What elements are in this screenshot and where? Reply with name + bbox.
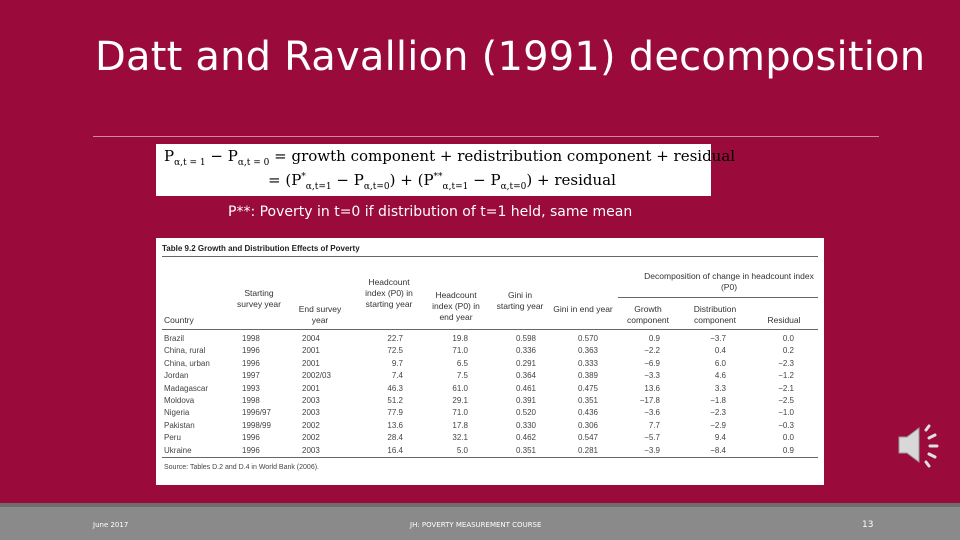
cell-distribution: 0.4 xyxy=(714,346,726,356)
cell-growth: 13.6 xyxy=(644,383,660,393)
cell-start-year: 1996 xyxy=(242,445,260,455)
cell-end-year: 2001 xyxy=(302,358,320,368)
cell-gini-end: 0.306 xyxy=(577,420,598,430)
cell-hc-start: 9.7 xyxy=(391,358,403,368)
cell-distribution: 9.4 xyxy=(714,433,726,443)
cell-gini-end: 0.475 xyxy=(577,383,598,393)
cell-end-year: 2001 xyxy=(302,346,320,356)
cell-distribution: 3.3 xyxy=(714,383,726,393)
table-row xyxy=(156,346,824,356)
cell-gini-end: 0.281 xyxy=(577,445,598,455)
cell-end-year: 2002/03 xyxy=(302,371,331,381)
cell-gini-start: 0.461 xyxy=(515,383,536,393)
formula-line-1: $P_{\alpha,t = 1} - P_{\alpha,t = 0}$ = growth component + redistribution component + residual xyxy=(164,147,736,168)
cell-start-year: 1998 xyxy=(242,396,260,405)
poverty-note: P**: Poverty in t=0 if distribution of t=1 held, same mean xyxy=(228,204,633,220)
decomp-rule xyxy=(618,297,818,298)
table-row xyxy=(156,446,824,456)
cell-residual: −2.3 xyxy=(778,358,794,368)
cell-gini-start: 0.364 xyxy=(515,371,536,381)
cell-growth: −2.2 xyxy=(644,346,660,356)
cell-growth: −5.7 xyxy=(644,433,660,443)
cell-gini-end: 0.570 xyxy=(577,334,598,343)
header-hc-end: Headcount index (P0) in end year xyxy=(432,290,480,322)
cell-end-year: 2002 xyxy=(302,433,320,443)
cell-start-year: 1996 xyxy=(242,346,260,356)
cell-end-year: 2003 xyxy=(302,396,320,405)
formula-line-2-text: + residual xyxy=(537,171,616,189)
cell-hc-start: 46.3 xyxy=(387,383,403,393)
cell-residual: 0.9 xyxy=(782,445,794,455)
table-caption: Table 9.2 Growth and Distribution Effects of Poverty xyxy=(162,244,360,253)
cell-hc-start: 13.6 xyxy=(387,420,403,430)
cell-hc-start: 51.2 xyxy=(387,396,403,405)
cell-country: Jordan xyxy=(164,371,189,381)
cell-gini-start: 0.351 xyxy=(515,445,536,455)
cell-distribution: −3.7 xyxy=(710,334,726,343)
cell-country: China, rural xyxy=(164,346,206,356)
cell-end-year: 2003 xyxy=(302,445,320,455)
cell-country: Ukraine xyxy=(164,445,192,455)
cell-end-year: 2004 xyxy=(302,334,320,343)
header-end-year: End survey year xyxy=(298,304,342,325)
cell-growth: −3.9 xyxy=(644,445,660,455)
title-divider xyxy=(93,136,879,137)
cell-growth: −3.3 xyxy=(644,371,660,381)
header-bottom-rule xyxy=(162,329,818,330)
formula-line-1-text: = growth component + redistribution component + residual xyxy=(274,147,736,165)
decomposition-table xyxy=(156,238,824,485)
cell-start-year: 1998 xyxy=(242,334,260,343)
cell-hc-end: 5.0 xyxy=(456,445,468,455)
cell-start-year: 1997 xyxy=(242,371,260,381)
cell-gini-start: 0.462 xyxy=(515,433,536,443)
cell-growth: −17.8 xyxy=(639,396,660,405)
cell-hc-end: 71.0 xyxy=(452,408,468,418)
table-row xyxy=(156,408,824,418)
cell-hc-start: 16.4 xyxy=(387,445,403,455)
cell-country: Nigeria xyxy=(164,408,190,418)
header-decomposition: Decomposition of change in headcount index (P0) xyxy=(644,271,814,292)
cell-start-year: 1996/97 xyxy=(242,408,271,418)
cell-residual: −2.1 xyxy=(778,383,794,393)
cell-gini-end: 0.389 xyxy=(577,371,598,381)
cell-hc-start: 22.7 xyxy=(387,334,403,343)
cell-residual: 0.0 xyxy=(782,334,794,343)
footer-course: JH: POVERTY MEASUREMENT COURSE xyxy=(410,521,542,529)
header-distribution: Distribution component xyxy=(693,304,737,325)
cell-hc-end: 71.0 xyxy=(452,346,468,356)
cell-growth: 0.9 xyxy=(648,334,660,343)
cell-end-year: 2003 xyxy=(302,408,320,418)
header-country: Country xyxy=(164,315,194,325)
slide-title: Datt and Ravallion (1991) decomposition xyxy=(95,34,926,80)
header-gini-start: Gini in starting year xyxy=(496,290,544,311)
cell-growth: −6.9 xyxy=(644,358,660,368)
cell-distribution: −2.3 xyxy=(710,408,726,418)
cell-start-year: 1996 xyxy=(242,433,260,443)
cell-residual: −1.0 xyxy=(778,408,794,418)
cell-gini-end: 0.547 xyxy=(577,433,598,443)
cell-country: Moldova xyxy=(164,396,195,405)
table-row xyxy=(156,421,824,431)
header-residual: Residual xyxy=(767,315,801,325)
cell-start-year: 1996 xyxy=(242,358,260,368)
cell-country: Pakistan xyxy=(164,420,195,430)
cell-hc-end: 17.8 xyxy=(452,420,468,430)
header-gini-end: Gini in end year xyxy=(553,304,613,314)
table-source: Source: Tables D.2 and D.4 in World Bank (2006). xyxy=(164,464,319,471)
cell-hc-end: 29.1 xyxy=(452,396,468,405)
cell-distribution: 4.6 xyxy=(714,371,726,381)
cell-hc-start: 7.4 xyxy=(391,371,403,381)
table-top-rule xyxy=(162,256,818,257)
cell-end-year: 2002 xyxy=(302,420,320,430)
footer-date: June 2017 xyxy=(93,521,129,529)
header-hc-start: Headcount index (P0) in starting year xyxy=(365,277,413,309)
cell-residual: 0.2 xyxy=(782,346,794,356)
cell-start-year: 1993 xyxy=(242,383,260,393)
table-bottom-rule xyxy=(162,457,818,458)
cell-gini-start: 0.330 xyxy=(515,420,536,430)
table-row xyxy=(156,359,824,369)
cell-distribution: −2.9 xyxy=(710,420,726,430)
cell-end-year: 2001 xyxy=(302,383,320,393)
cell-start-year: 1998/99 xyxy=(242,420,271,430)
cell-gini-start: 0.391 xyxy=(515,396,536,405)
cell-distribution: 6.0 xyxy=(714,358,726,368)
speaker-audio-icon[interactable] xyxy=(893,420,943,470)
cell-hc-start: 28.4 xyxy=(387,433,403,443)
cell-gini-end: 0.351 xyxy=(577,396,598,405)
cell-hc-end: 61.0 xyxy=(452,383,468,393)
formula-line-2: = $(P^*_{\alpha,t=1} - P_{\alpha,t=0}) + (P^{**}_{\alpha,t=1} - P_{\alpha,t=0})$ + residual xyxy=(268,171,616,192)
footer-bar xyxy=(0,503,960,540)
cell-residual: −2.5 xyxy=(778,396,794,405)
formula-image xyxy=(156,144,736,196)
cell-distribution: −8.4 xyxy=(710,445,726,455)
cell-gini-start: 0.520 xyxy=(515,408,536,418)
table-row xyxy=(156,396,824,406)
cell-distribution: −1.8 xyxy=(710,396,726,405)
cell-residual: −1.2 xyxy=(778,371,794,381)
footer-page-number: 13 xyxy=(862,520,874,530)
cell-hc-start: 77.9 xyxy=(387,408,403,418)
cell-gini-start: 0.598 xyxy=(515,334,536,343)
table-row xyxy=(156,371,824,381)
cell-gini-start: 0.291 xyxy=(515,358,536,368)
cell-country: Peru xyxy=(164,433,181,443)
cell-country: China, urban xyxy=(164,358,210,368)
cell-hc-end: 19.8 xyxy=(452,334,468,343)
cell-residual: 0.0 xyxy=(782,433,794,443)
cell-country: Madagascar xyxy=(164,383,209,393)
cell-hc-start: 72.5 xyxy=(387,346,403,356)
cell-hc-end: 6.5 xyxy=(456,358,468,368)
cell-residual: −0.3 xyxy=(778,420,794,430)
cell-gini-start: 0.336 xyxy=(515,346,536,356)
header-start-year: Starting survey year xyxy=(237,288,281,309)
cell-growth: 7.7 xyxy=(648,420,660,430)
cell-country: Brazil xyxy=(164,334,185,343)
cell-hc-end: 32.1 xyxy=(452,433,468,443)
header-growth: Growth component xyxy=(626,304,670,325)
table-row xyxy=(156,433,824,443)
cell-growth: −3.6 xyxy=(644,408,660,418)
cell-gini-end: 0.333 xyxy=(577,358,598,368)
cell-gini-end: 0.436 xyxy=(577,408,598,418)
table-row xyxy=(156,334,824,344)
cell-gini-end: 0.363 xyxy=(577,346,598,356)
cell-hc-end: 7.5 xyxy=(456,371,468,381)
table-row xyxy=(156,384,824,394)
